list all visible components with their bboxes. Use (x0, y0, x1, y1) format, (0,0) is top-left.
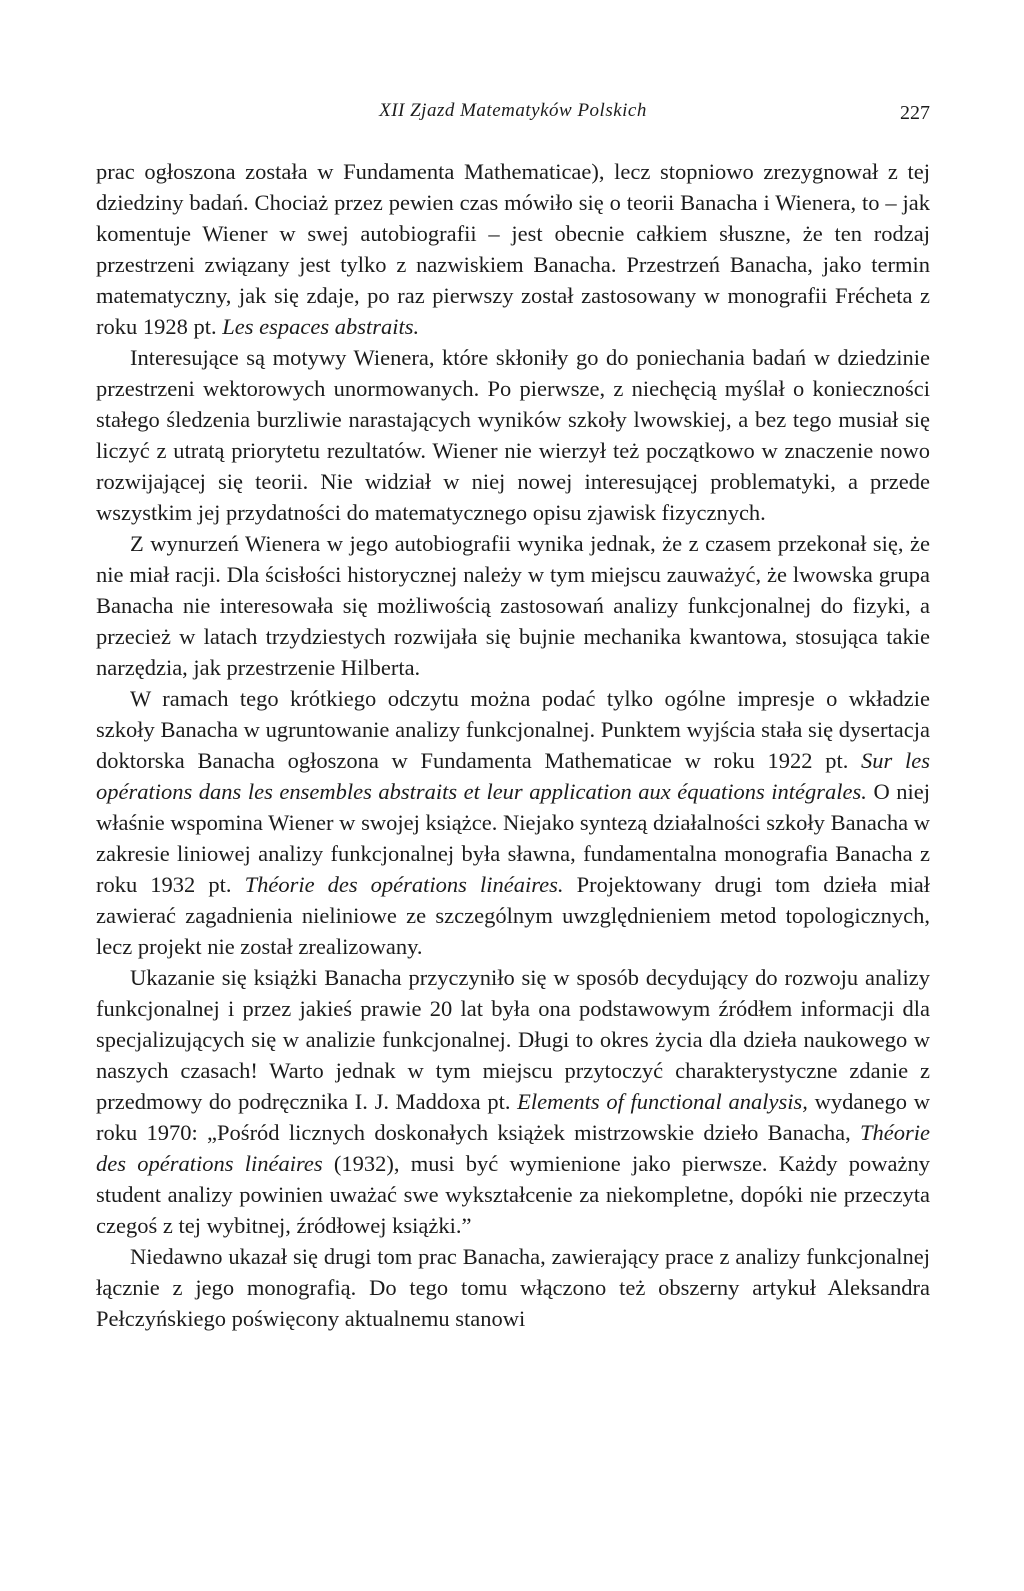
paragraph-text: Ukazanie się książki Banacha przyczyniło się w sposób decydujący do rozwoju analizy funkcjonalnej i przez jakieś prawie 20 lat była ona podstawowym źródłem informacji dla specjalizujących się w analizie funkcjonalnej. Długi to okres życia dla dzieła naukowego w naszych czasach! Warto jednak w tym miejscu przytoczyć charakterystyczne zdanie z przedmowy do podręcznika I. J. Maddoxa pt. (96, 965, 930, 1114)
paragraph-text: Interesujące są motywy Wienera, które skłoniły go do poniechania badań w dziedzinie przestrzeni wektorowych unormowanych. Po pierwsze, z niechęcią myślał o konieczności stałego śledzenia burzliwie narastających wyników szkoły lwowskiej, a bez tego musiał się liczyć z utratą priorytetu rezultatów. Wiener nie wierzył też początkowo w znaczenie nowo rozwijającej się teorii. Nie widział w niej nowej interesującej problematyki, a przede wszystkim jej przydatności do matematycznego opisu zjawisk fizycznych. (96, 345, 930, 525)
paragraph-2 (96, 342, 930, 528)
monograph-title: Théorie des opérations linéaires. (244, 872, 564, 897)
paragraph-text: Z wynurzeń Wienera w jego autobiografii wynika jednak, że z czasem przekonał się, że nie miał racji. Dla ścisłości historycznej należy w tym miejscu zauważyć, że lwowska grupa Banacha nie interesowała się możliwością zastosowań analizy funkcjonalnej do fizyki, a przecież w latach trzydziestych rozwijała się bujnie mechanika kwantowa, stosująca takie narzędzia, jak przestrzenie Hilberta. (96, 531, 930, 680)
paragraph-text: Niedawno ukazał się drugi tom prac Banacha, zawierający prace z analizy funkcjonalnej łącznie z jego monografią. Do tego tomu włączono też obszerny artykuł Aleksandra Pełczyńskiego poświęcony aktualnemu stanowi (96, 1244, 930, 1331)
paragraph-text: (1932), musi być wymienione jako pierwsze. Każdy poważny student analizy powinien uważać swe wykształcenie za niekompletne, dopóki nie przeczyta czegoś z tej wybitnej, źródłowej książki.” (96, 1151, 930, 1238)
body-text (96, 156, 930, 1334)
paragraph-text: O niej właśnie wspomina Wiener w swojej książce. Niejako syntezą działalności szkoły Banacha w zakresie liniowej analizy funkcjonalnej była sławna, fundamentalna monografia Banacha z roku 1932 pt. (96, 779, 930, 897)
paragraph-4 (96, 683, 930, 962)
paragraph-3 (96, 528, 930, 683)
paragraph-text: wydanego w roku 1970: „Pośród licznych doskonałych książek mistrzowskie dzieło Banacha, (96, 1089, 930, 1145)
dissertation-title: Sur les opérations dans les ensembles abstraits et leur application aux équations intégrales. (96, 748, 930, 804)
paragraph-6 (96, 1241, 930, 1334)
running-title: XII Zjazd Matematyków Polskich (379, 100, 647, 121)
paragraph-text: W ramach tego krótkiego odczytu można podać tylko ogólne impresje o wkładzie szkoły Banacha w ugruntowanie analizy funkcjonalnej. Punktem wyjścia stała się dysertacja doktorska Banacha ogłoszona w Fundamenta Mathematicae w roku 1922 pt. (96, 686, 930, 773)
book-title: Les espaces abstraits. (222, 314, 420, 339)
monograph-title: Théorie des opérations linéaires (96, 1120, 930, 1176)
paragraph-5 (96, 962, 930, 1241)
book-title: Elements of functional analysis, (517, 1089, 808, 1114)
paragraph-text: prac ogłoszona została w Fundamenta Mathematicae), lecz stopniowo zrezygnował z tej dziedziny badań. Chociaż przez pewien czas mówiło się o teorii Banacha i Wienera, to – jak komentuje Wiener w swej autobiografii – jest obecnie całkiem słuszne, że ten rodzaj przestrzeni związany jest tylko z nazwiskiem Banacha. Przestrzeń Banacha, jako termin matematyczny, jak się zdaje, po raz pierwszy został zastosowany w monografii Frécheta z roku 1928 pt. (96, 159, 930, 339)
paragraph-text: Projektowany drugi tom dzieła miał zawierać zagadnienia nieliniowe ze szczególnym uwzględnieniem metod topologicznych, lecz projekt nie został zrealizowany. (96, 872, 930, 959)
page-number: 227 (900, 102, 930, 124)
paragraph-1 (96, 156, 930, 342)
page-header (96, 100, 930, 132)
